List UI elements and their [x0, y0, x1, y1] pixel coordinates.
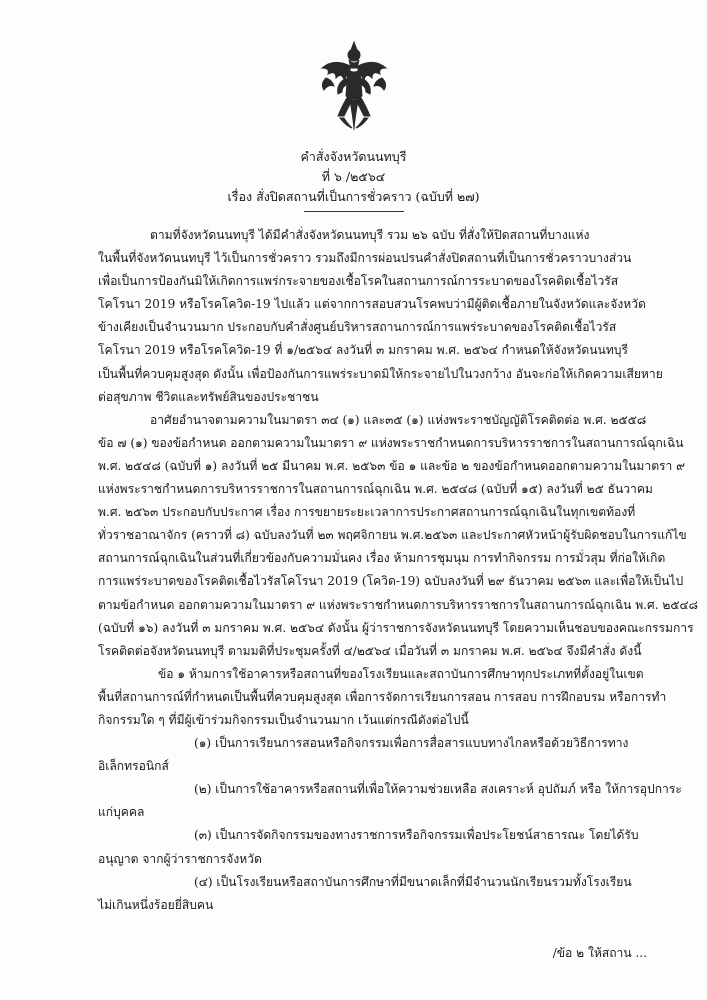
- garuda-emblem-icon: [316, 38, 392, 134]
- sub-clause-2: (๒) เป็นการใช้อาคารหรือสถานที่เพื่อให้ความช่วยเหลือ สงเคราะห์ อุปถัมภ์ หรือ ให้การอุปการะ: [194, 782, 682, 797]
- body-line: ข้างเคียงเป็นจำนวนมาก ประกอบกับคำสั่งศูนย์บริหารสถานการณ์การแพร่ระบาดของโรคติดเชื้อไวรัส: [98, 320, 617, 335]
- body-line: ข้อ ๗ (๑) ของข้อกำหนด ออกตามความในมาตรา ๙ แห่งพระราชกำหนดการบริหารราชการในสถานการณ์ฉุกเฉิน: [98, 435, 684, 450]
- order-subject: เรื่อง สั่งปิดสถานที่เป็นการชั่วคราว (ฉบับที่ ๒๗): [227, 189, 480, 204]
- body-line: อิเล็กทรอนิกส์: [98, 759, 169, 774]
- order-body: [98, 224, 699, 917]
- body-line: แก่บุคคล: [98, 805, 145, 820]
- body-line: การแพร่ระบาดของโรคติดเชื้อไวรัสโคโรนา 2019 (โควิด-19) ฉบับลงวันที่ ๒๙ ธันวาคม ๒๕๖๓ และเพื่อให้เป็นไป: [98, 574, 684, 589]
- continuation-note: /ข้อ ๒ ให้สถาน ...: [552, 946, 647, 960]
- body-line: กิจกรรมใด ๆ ที่มีผู้เข้าร่วมกิจกรรมเป็นจำนวนมาก เว้นแต่กรณีดังต่อไปนี้: [98, 712, 469, 727]
- sub-clause-4: (๔) เป็นโรงเรียนหรือสถาบันการศึกษาที่มีขนาดเล็กที่มีจำนวนนักเรียนรวมทั้งโรงเรียน: [194, 874, 632, 889]
- body-line: โรคติดต่อจังหวัดนนทบุรี ตามมติที่ประชุมครั้งที่ ๔/๒๕๖๔ เมื่อวันที่ ๓ มกราคม พ.ศ. ๒๕๖๔ จึงมีคำสั่ง ดังนี้: [98, 643, 642, 658]
- body-line: อนุญาต จากผู้ว่าราชการจังหวัด: [98, 851, 262, 866]
- body-line: โคโรนา 2019 หรือโรคโควิด-19 ที่ ๑/๒๕๖๔ ลงวันที่ ๓ มกราคม พ.ศ. ๒๕๖๔ กำหนดให้จังหวัดนนทบุรี: [98, 343, 628, 358]
- header-divider: [304, 211, 404, 212]
- body-line: ต่อสุขภาพ ชีวิตและทรัพย์สินของประชาชน: [98, 389, 319, 404]
- clause-1: ข้อ ๑ ห้ามการใช้อาคารหรือสถานที่ของโรงเรียนและสถาบันการศึกษาทุกประเภทที่ตั้งอยู่ในเขต: [158, 666, 644, 681]
- body-line: ตามข้อกำหนด ออกตามความในมาตรา ๙ แห่งพระราชกำหนดการบริหารราชการในสถานการณ์ฉุกเฉิน พ.ศ. ๒๕๔๘: [98, 597, 699, 612]
- order-title: คำสั่งจังหวัดนนทบุรี: [300, 149, 407, 164]
- sub-clause-1: (๑) เป็นการเรียนการสอนหรือกิจกรรมเพื่อการสื่อสารแบบทางไกลหรือด้วยวิธีการทาง: [194, 736, 629, 751]
- body-line: ทั่วราชอาณาจักร (คราวที่ ๘) ฉบับลงวันที่ ๒๓ พฤศจิกายน พ.ศ.๒๕๖๓ และประกาศหัวหน้าผู้รับผิดชอบในการแก้ไข: [98, 528, 687, 543]
- order-number: ที่ ๖ /๒๕๖๔: [321, 169, 386, 184]
- body-line: ตามที่จังหวัดนนทบุรี ได้มีคำสั่งจังหวัดนนทบุรี รวม ๒๖ ฉบับ ที่สั่งให้ปิดสถานที่บางแห่ง: [150, 228, 590, 242]
- body-line: ในพื้นที่จังหวัดนนทบุรี ไว้เป็นการชั่วคราว รวมถึงมีการผ่อนปรนคำสั่งปิดสถานที่เป็นการชั่วคราวบางส่วน: [98, 251, 632, 266]
- body-line: เพื่อเป็นการป้องกันมิให้เกิดการแพร่กระจายของเชื้อโรคในสถานการณ์การระบาดของโรคติดเชื้อไวรัส: [98, 274, 619, 289]
- body-line: แห่งพระราชกำหนดการบริหารราชการในสถานการณ์ฉุกเฉิน พ.ศ. ๒๕๔๘ (ฉบับที่ ๑๕) ลงวันที่ ๒๕ ธันวาคม: [98, 482, 653, 497]
- body-line: โคโรนา 2019 หรือโรคโควิด-19 ไปแล้ว แต่จากการสอบสวนโรคพบว่ามีผู้ติดเชื้อภายในจังหวัดและจังหวัด: [98, 297, 646, 312]
- body-line: ไม่เกินหนึ่งร้อยยี่สิบคน: [98, 897, 214, 912]
- body-line: พื้นที่สถานการณ์ที่กำหนดเป็นพื้นที่ควบคุมสูงสุด เพื่อการจัดการเรียนการสอน การสอบ การฝึกอบรม หรือการทำ: [98, 689, 667, 704]
- body-line: อาศัยอำนาจตามความในมาตรา ๓๔ (๑) และ๓๕ (๑) แห่งพระราชบัญญัติโรคติดต่อ พ.ศ. ๒๕๕๘: [150, 412, 647, 427]
- body-line: เป็นพื้นที่ควบคุมสูงสุด ดังนั้น เพื่อป้องกันการแพร่ระบาดมิให้กระจายไปในวงกว้าง อันจะก่อให้เกิดความเสียหาย: [98, 366, 663, 381]
- body-line: สถานการณ์ฉุกเฉินในส่วนที่เกี่ยวข้องกับความมั่นคง เรื่อง ห้ามการชุมนุม การทำกิจกรรม การมั่วสุม ที่ก่อให้เกิด: [98, 551, 666, 566]
- body-line: พ.ศ. ๒๕๖๓ ประกอบกับประกาศ เรื่อง การขยายระยะเวลาการประกาศสถานการณ์ฉุกเฉินในทุกเขตท้องที่: [98, 505, 636, 520]
- sub-clause-3: (๓) เป็นการจัดกิจกรรมของทางราชการหรือกิจกรรมเพื่อประโยชน์สาธารณะ โดยได้รับ: [194, 828, 639, 843]
- body-line: พ.ศ. ๒๕๔๘ (ฉบับที่ ๑) ลงวันที่ ๒๕ มีนาคม พ.ศ. ๒๕๖๓ ข้อ ๑ และข้อ ๒ ของข้อกำหนดออกตามความในมาตรา ๙: [98, 458, 686, 473]
- body-line: (ฉบับที่ ๑๖) ลงวันที่ ๓ มกราคม พ.ศ. ๒๕๖๔ ดังนั้น ผู้ว่าราชการจังหวัดนนทบุรี โดยความเห็นชอบของคณะกรรมการ: [98, 620, 694, 635]
